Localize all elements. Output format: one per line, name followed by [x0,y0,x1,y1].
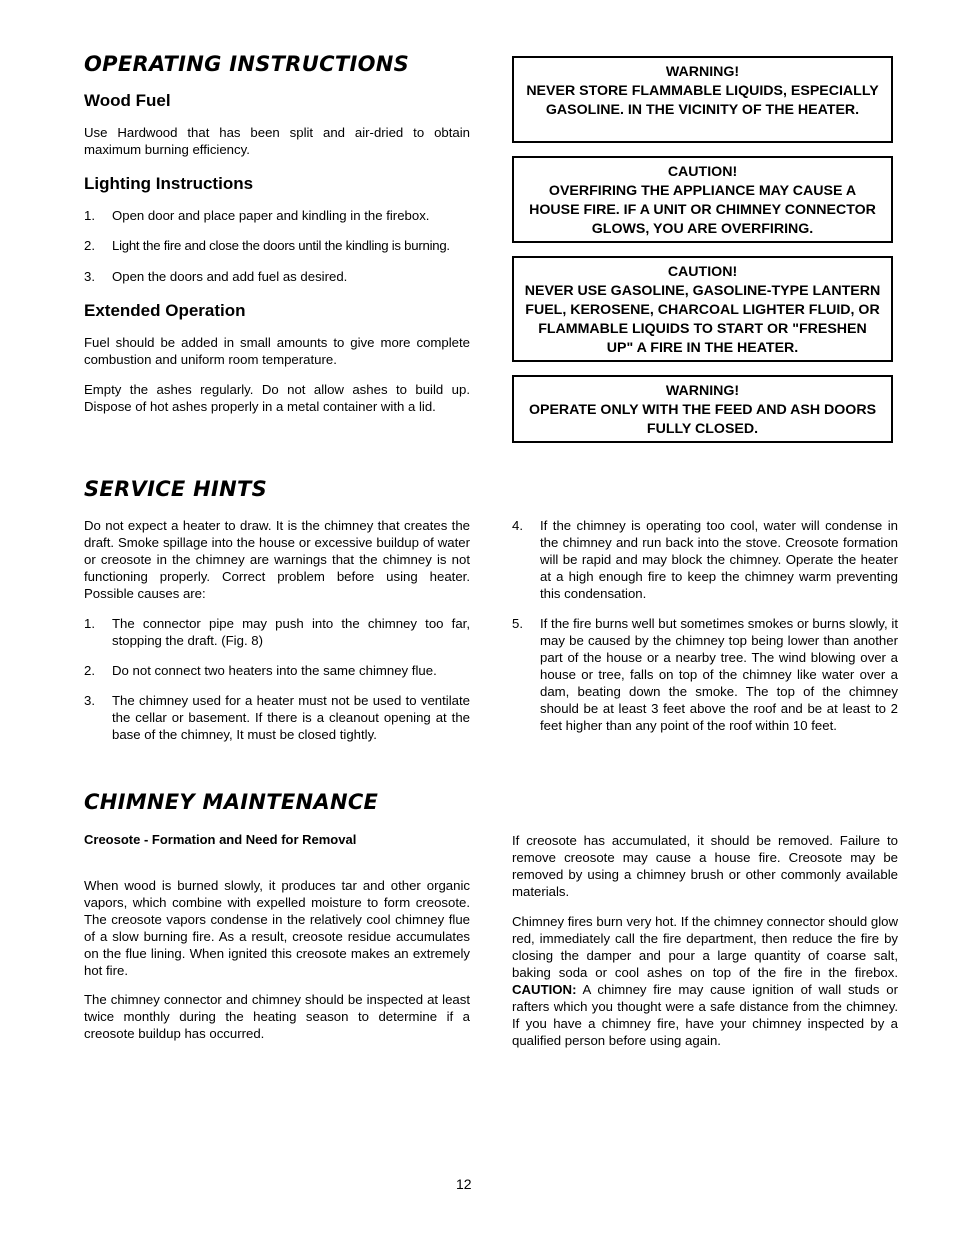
wood-fuel-text: Use Hardwood that has been split and air-dried to obtain maximum burning efficiency. [84,125,470,157]
caution-box-gasoline [512,256,893,362]
list-item: 5. If the fire burns well but sometimes smokes or burns slowly, it may be caused by the chimney top being lower than another part of the house or a nearby tree. The wind blowing over a house or tree, falls on top of the chimney like water over a dam, beating down the smoke. The top of the chimney should be at least 3 feet above the roof and be at least to 2 feet higher than any point of the roof within 10 feet. [512,616,898,733]
warning-box-doors-closed [512,375,893,443]
list-item: 2. Do not connect two heaters into the same chimney flue. [84,663,437,678]
warning-heading: WARNING! [665,64,740,80]
list-item: 1. The connector pipe may push into the chimney too far, stopping the draft. (Fig. 8) [84,616,470,648]
extended-operation-heading: Extended Operation [84,301,246,320]
list-item: 3. Open the doors and add fuel as desired. [84,269,348,284]
creosote-formation-para: When wood is burned slowly, it produces tar and other organic vapors, which combine with expelled moisture to form creosote. The creosote vapors condense in the relatively cool chimney flue of a slow burning fire. As a result, creosote residue accumulates on the flue lining. When ignited this creosote makes an extremely hot fire. [84,878,470,978]
inspection-para: The chimney connector and chimney should be inspected at least twice monthly during the heating season to determine if a creosote buildup has occurred. [84,992,470,1041]
list-item: 4. If the chimney is operating too cool, water will condense in the chimney and run back into the stove. Creosote formation will be rapid and may block the chimney. Operate the heater at a high enough fire to keep the chimney warm preventing this condensation. [512,518,898,601]
extended-operation-para-1: Fuel should be added in small amounts to give more complete combustion and uniform room temperature. [84,335,470,367]
extended-operation-para-2: Empty the ashes regularly. Do not allow ashes to build up. Dispose of hot ashes properly in a metal container with a lid. [84,382,470,414]
warning-text: NEVER STORE FLAMMABLE LIQUIDS, ESPECIALLY GASOLINE. IN THE VICINITY OF THE HEATER. [526,83,879,118]
list-item: 2. Light the fire and close the doors until the kindling is burning. [84,238,450,253]
list-item: 3. The chimney used for a heater must not be used to ventilate the cellar or basement. If there is a cleanout opening at the base of the chimney, It must be closed tightly. [84,693,470,742]
chimney-fire-para: Chimney fires burn very hot. If the chimney connector should glow red, immediately call the fire department, then reduce the fire by closing the damper and pour a large quantity of coarse salt, baking soda or cool ashes on top of the fire in the firebox. CAUTION: A chimney fire may cause ignition of wall studs or rafters which you thought were a safe distance from the chimney. If you have a chimney fire, have your chimney inspected by a qualified person before using again. [512,914,898,1048]
lighting-instructions-heading: Lighting Instructions [84,174,254,193]
caution-box-overfiring [512,156,893,243]
creosote-removal-para: If creosote has accumulated, it should be removed. Failure to remove creosote may cause a house fire. Creosote may be removed by using a chimney brush or other commonly available materials. [512,833,898,899]
service-hints-list-right [512,517,898,734]
chimney-maintenance-title: CHIMNEY MAINTENANCE [84,790,379,814]
warning-heading: WARNING! [665,383,740,399]
service-hints-intro: Do not expect a heater to draw. It is the chimney that creates the draft. Smoke spillage into the house or excessive buildup of water or creosote in the chimney are warnings that the chimney is not functioning properly. Correct problem before using heater. Possible causes are: [84,518,470,601]
wood-fuel-heading: Wood Fuel [84,91,171,110]
warning-text: OPERATE ONLY WITH THE FEED AND ASH DOORS FULLY CLOSED. [528,402,877,437]
caution-heading: CAUTION! [667,164,738,180]
service-hints-title: SERVICE HINTS [84,477,268,501]
creosote-subheading: Creosote - Formation and Need for Removal [84,832,357,847]
caution-text: OVERFIRING THE APPLIANCE MAY CAUSE A HOUSE FIRE. IF A UNIT OR CHIMNEY CONNECTOR GLOWS, YOU ARE OVERFIRING. [529,183,876,237]
caution-heading: CAUTION! [667,264,738,280]
warning-box-flammable-liquids [512,56,893,143]
caution-label: CAUTION: [512,982,577,997]
operating-instructions-title: OPERATING INSTRUCTIONS [84,52,410,76]
lighting-steps-list [84,207,470,285]
list-item: 1. Open door and place paper and kindling in the firebox. [84,208,430,223]
page-number: 12 [456,1176,472,1192]
caution-text: NEVER USE GASOLINE, GASOLINE-TYPE LANTERN FUEL, KEROSENE, CHARCOAL LIGHTER FLUID, OR FLAMMABLE LIQUIDS TO START OR "FRESHEN UP" A FIRE IN THE HEATER. [524,283,881,356]
service-hints-list-left [84,615,470,743]
